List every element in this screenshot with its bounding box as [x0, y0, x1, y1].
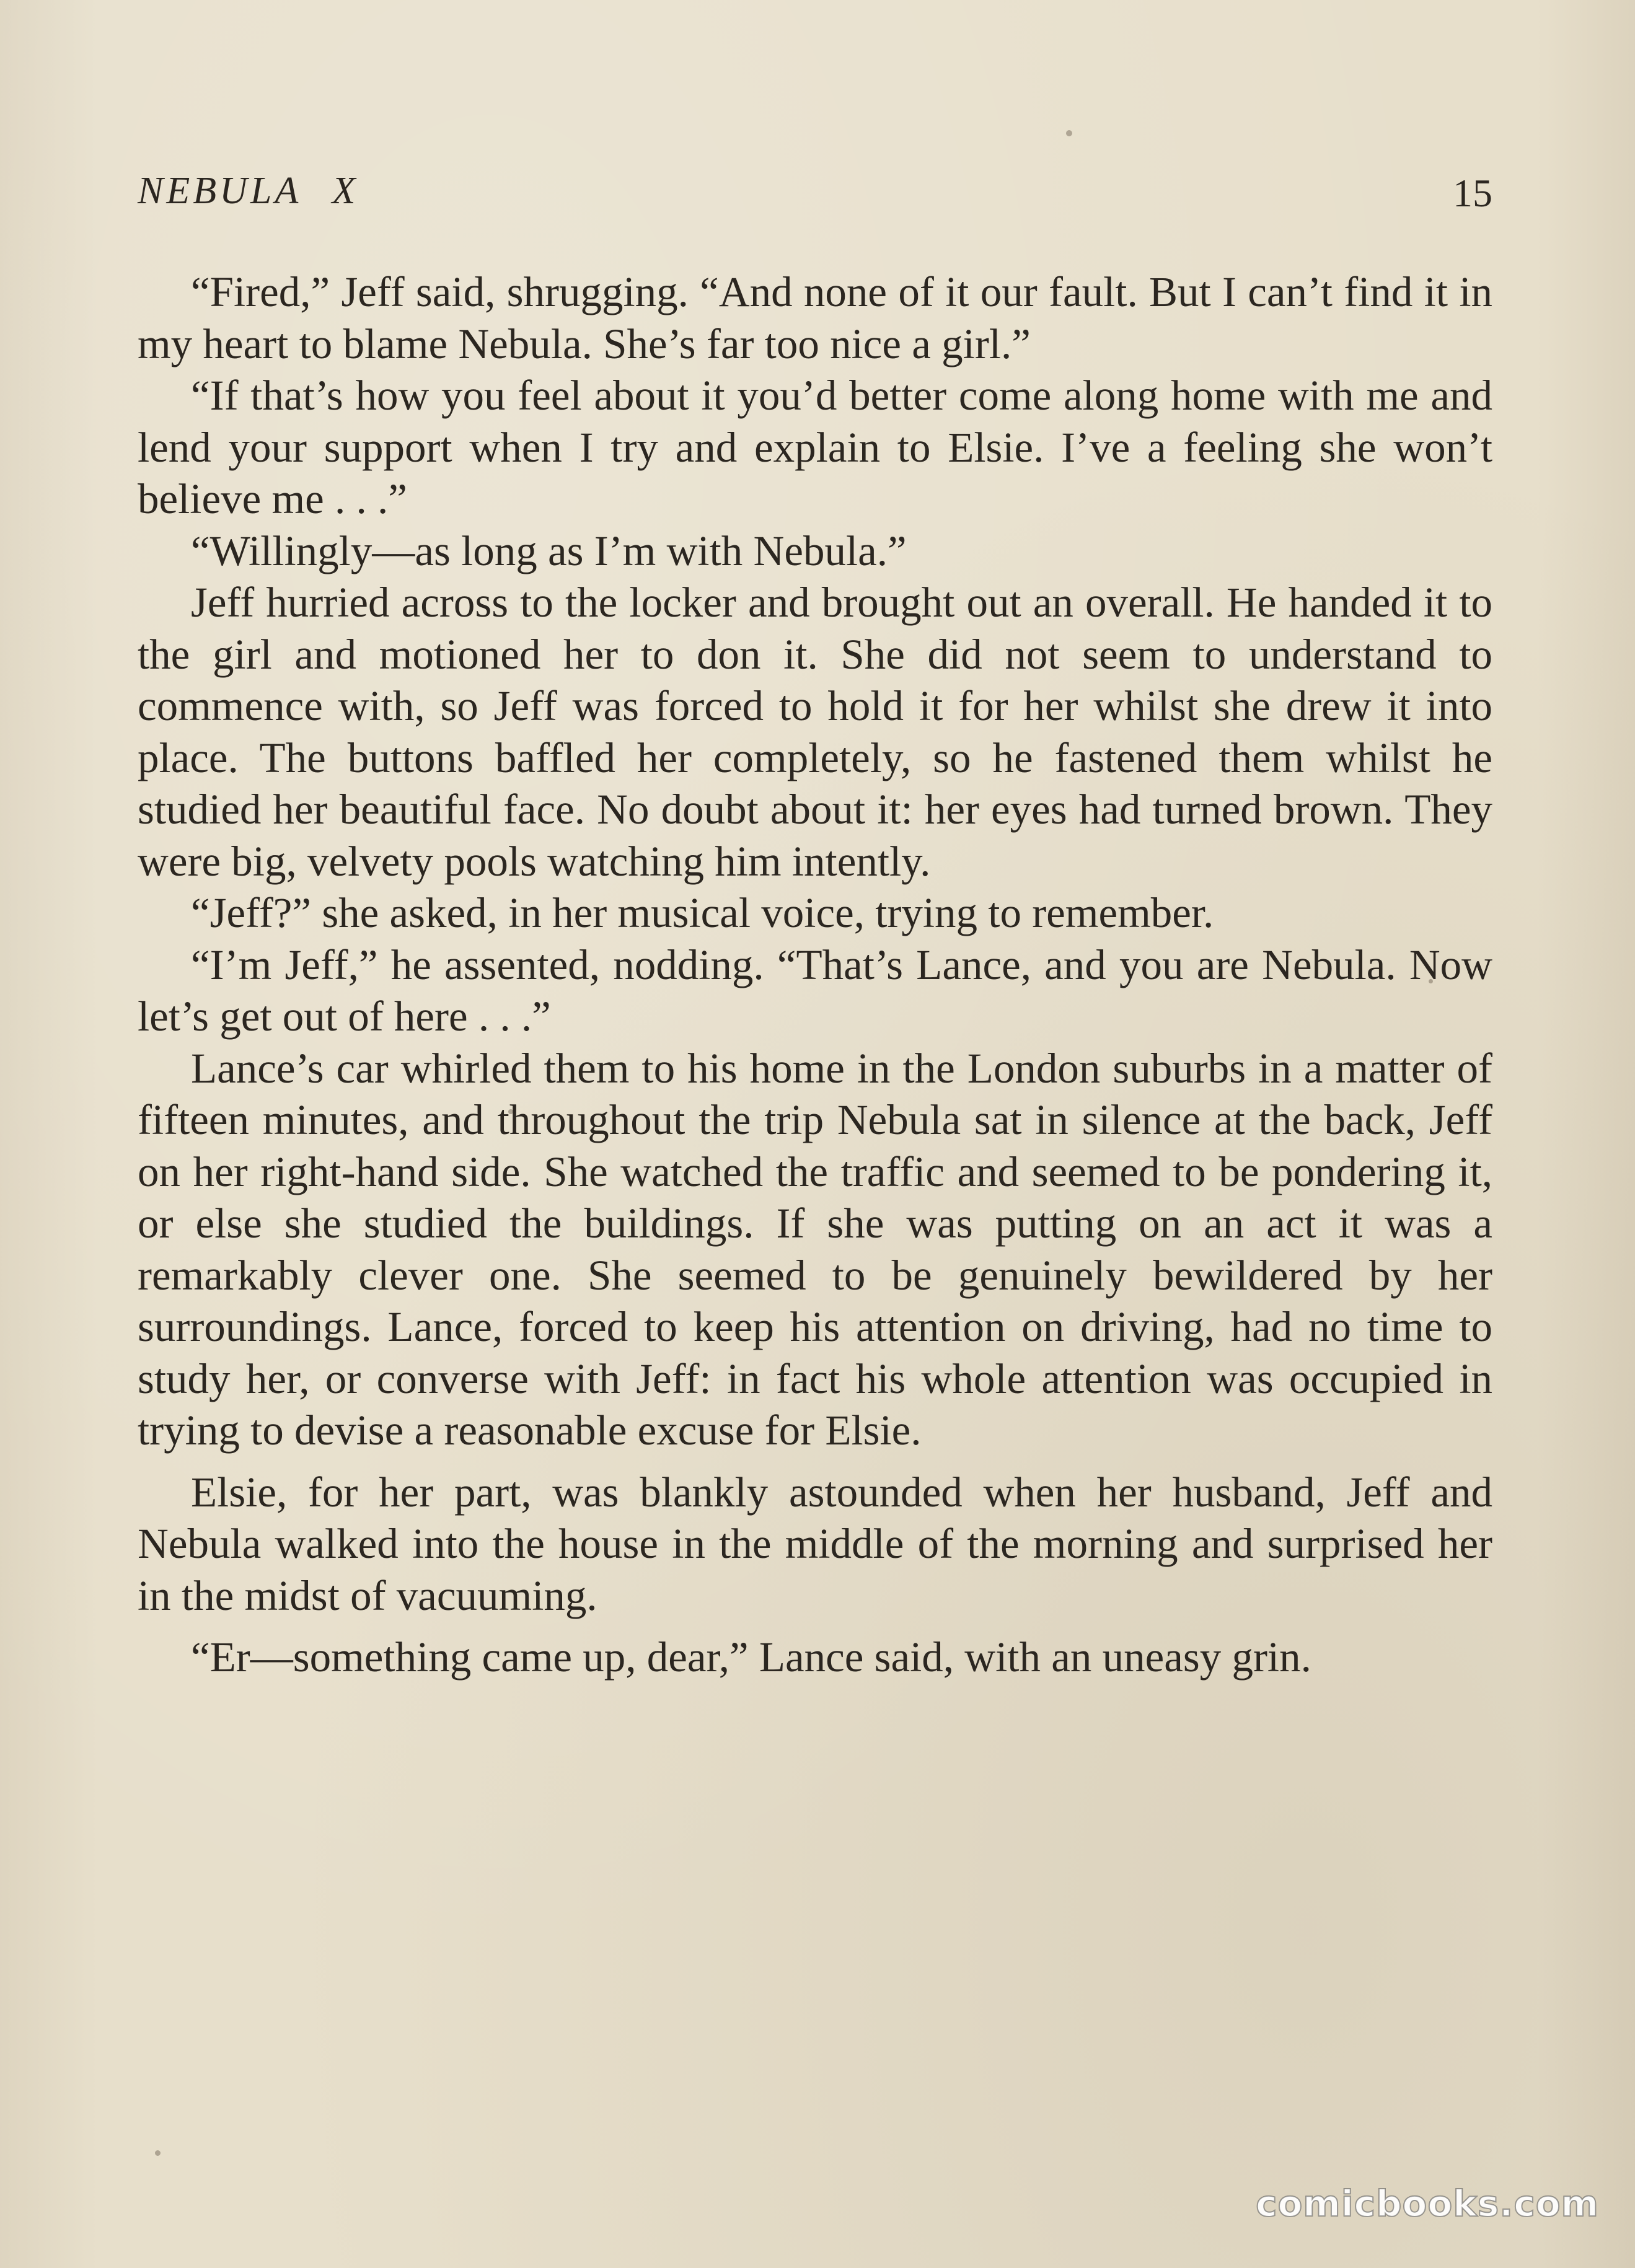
- paragraph: Jeff hurried across to the locker and brought out an overall. He handed it to the girl and motioned her to don it. She did not seem to understand to commence with, so Jeff was forced to hold it for her whilst she drew it into place. The buttons baffled her completely, so he fastened them whilst he studied her beautiful face. No doubt about it: her eyes had turned brown. They were big, velvety pools watching him intently.: [138, 579, 1492, 885]
- watermark: comicbooks.com: [1256, 2182, 1599, 2225]
- paragraph: “If that’s how you feel about it you’d better come along home with me and lend your support when I try and explain to Elsie. I’ve a feeling she won’t believe me . . .”: [138, 372, 1492, 522]
- paragraph: “Jeff?” she asked, in her musical voice, trying to remember.: [191, 889, 1214, 936]
- paper-speck: [508, 1109, 513, 1114]
- body-text: [138, 266, 1492, 1684]
- page-number: 15: [1453, 171, 1492, 215]
- paragraph: “I’m Jeff,” he assented, nodding. “That’s Lance, and you are Nebula. Now let’s get out of here . . .”: [138, 941, 1492, 1040]
- paper-speck: [1066, 130, 1072, 136]
- paragraph: “Willingly—as long as I’m with Nebula.”: [191, 527, 907, 574]
- paragraph: “Fired,” Jeff said, shrugging. “And none of it our fault. But I can’t find it in my heart to blame Nebula. She’s far too nice a girl.”: [138, 268, 1492, 367]
- paragraph: “Er—something came up, dear,” Lance said, with an uneasy grin.: [191, 1633, 1311, 1681]
- paragraph: Elsie, for her part, was blankly astounded when her husband, Jeff and Nebula walked into the house in the middle of the morning and surprised her in the midst of vacuuming.: [138, 1468, 1492, 1619]
- paragraph: Lance’s car whirled them to his home in the London suburbs in a matter of fifteen minutes, and throughout the trip Nebula sat in silence at the back, Jeff on her right-hand side. She watched the traffic and seemed to be pondering it, or else she studied the buildings. If she was putting on an act it was a remarkably clever one. She seemed to be genuinely bewildered by her surroundings. Lance, forced to keep his attention on driving, had no time to study her, or converse with Jeff: in fact his whole attention was occupied in trying to devise a reasonable excuse for Elsie.: [138, 1044, 1492, 1454]
- paper-speck: [155, 2150, 161, 2156]
- running-title: NEBULA X: [138, 170, 359, 212]
- paper-speck: [1429, 979, 1433, 983]
- page-header: [138, 166, 1492, 216]
